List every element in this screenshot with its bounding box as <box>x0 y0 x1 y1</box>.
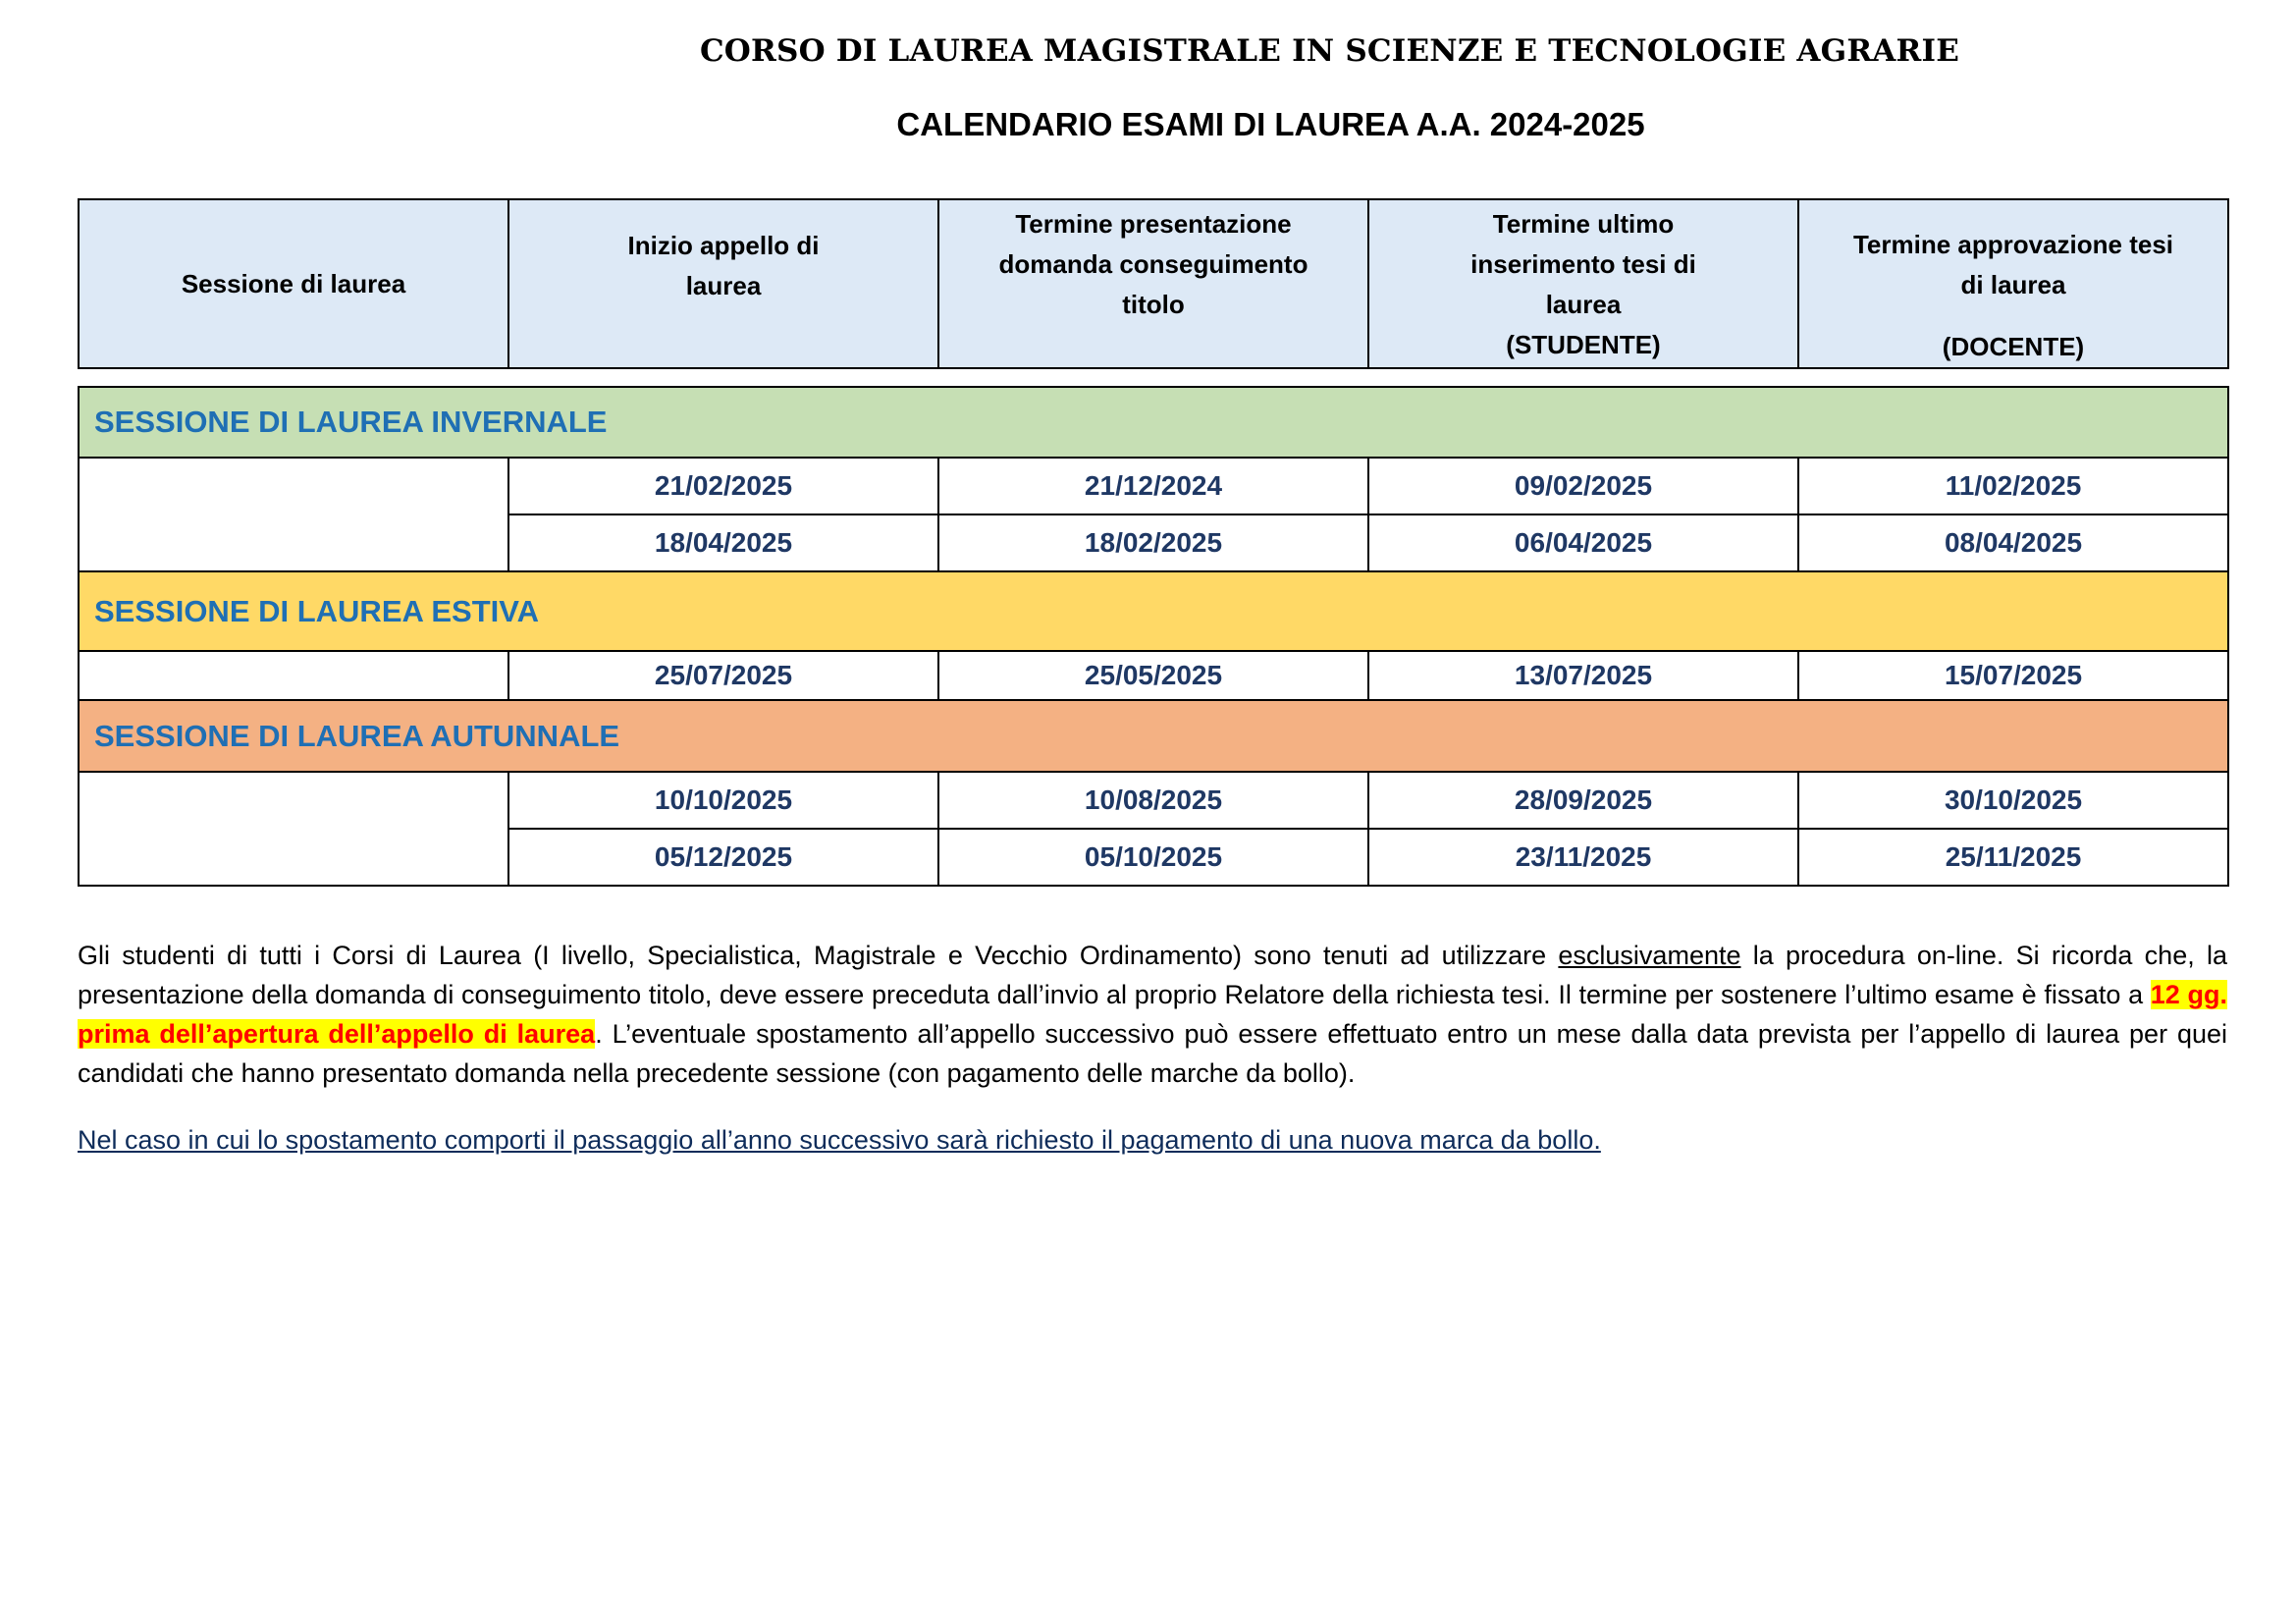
session-title-invernale: SESSIONE DI LAUREA INVERNALE <box>79 387 2228 458</box>
table-row <box>79 772 2228 829</box>
header-start-line1: Inizio appello di <box>627 231 820 260</box>
thesis-approval-deadline: 08/04/2025 <box>1798 514 2228 571</box>
application-deadline: 10/08/2025 <box>938 772 1368 829</box>
application-deadline: 21/12/2024 <box>938 458 1368 514</box>
thesis-approval-deadline: 11/02/2025 <box>1798 458 2228 514</box>
thesis-upload-deadline: 28/09/2025 <box>1368 772 1798 829</box>
header-thesis-upload-deadline <box>1368 199 1798 368</box>
header-start-line2: laurea <box>685 271 762 300</box>
header-upload-line2: inserimento tesi di <box>1470 249 1696 279</box>
stamp-duty-note: Nel caso in cui lo spostamento comporti il passaggio all’anno successivo sarà richiesto il pagamento di una nuova marca da bollo. <box>78 1125 1601 1155</box>
start-date: 05/12/2025 <box>508 829 938 886</box>
header-thesis-approval-deadline <box>1798 199 2228 368</box>
start-date: 25/07/2025 <box>508 651 938 700</box>
calendar-title: CALENDARIO ESAMI DI LAUREA A.A. 2024-2025 <box>896 106 1645 142</box>
paragraph-part2: la procedura on-line. Si ricorda che, la presentazione della domanda di conseguimento titolo, deve essere preceduta dall’invio al proprio Relatore della richiesta tesi. Il termine per sostenere l’ultimo esame è fissato a <box>78 941 2227 1009</box>
application-deadline: 05/10/2025 <box>938 829 1368 886</box>
header-approval-line1: Termine approvazione tesi <box>1852 230 2174 259</box>
session-header-row <box>79 387 2228 458</box>
paragraph-part3: . L’eventuale spostamento all’appello successivo può essere effettuato entro un mese dalla data prevista per l’appello di laurea per quei candidati che hanno presentato domanda nella precedente sessione (con pagamento delle marche da bollo). <box>78 1019 2227 1088</box>
start-date: 10/10/2025 <box>508 772 938 829</box>
header-application-line1: Termine presentazione <box>1015 209 1292 239</box>
header-table <box>78 198 2229 369</box>
thesis-upload-deadline: 06/04/2025 <box>1368 514 1798 571</box>
thesis-approval-deadline: 30/10/2025 <box>1798 772 2228 829</box>
header-upload-line4: (STUDENTE) <box>1506 330 1661 359</box>
header-upload-line3: laurea <box>1545 290 1622 319</box>
header-approval-line2: di laurea <box>1960 270 2066 299</box>
header-application-deadline <box>938 199 1368 368</box>
header-session: Sessione di laurea <box>79 199 508 368</box>
exclusively-emphasis: esclusivamente <box>1558 941 1741 970</box>
session-header-row <box>79 700 2228 772</box>
session-title-autunnale: SESSIONE DI LAUREA AUTUNNALE <box>79 700 2228 772</box>
session-label-cell <box>79 651 508 700</box>
session-label-cell <box>79 458 508 571</box>
thesis-upload-deadline: 09/02/2025 <box>1368 458 1798 514</box>
session-header-row <box>79 571 2228 651</box>
thesis-upload-deadline: 13/07/2025 <box>1368 651 1798 700</box>
course-title: CORSO DI LAUREA MAGISTRALE IN SCIENZE E TECNOLOGIE AGRARIE <box>699 33 1960 69</box>
session-label-cell <box>79 772 508 886</box>
application-deadline: 18/02/2025 <box>938 514 1368 571</box>
header-approval-line3: (DOCENTE) <box>1942 332 2085 361</box>
deadline-highlight: 12 gg. prima dell’apertura dell’appello di laurea <box>78 980 2227 1049</box>
header-upload-line1: Termine ultimo <box>1492 209 1675 239</box>
start-date: 18/04/2025 <box>508 514 938 571</box>
header-application-line2: domanda conseguimento <box>998 249 1308 279</box>
start-date: 21/02/2025 <box>508 458 938 514</box>
schedule-table <box>78 386 2229 887</box>
thesis-approval-deadline: 15/07/2025 <box>1798 651 2228 700</box>
thesis-upload-deadline: 23/11/2025 <box>1368 829 1798 886</box>
table-row <box>79 458 2228 514</box>
session-title-estiva: SESSIONE DI LAUREA ESTIVA <box>79 571 2228 651</box>
header-application-line3: titolo <box>1122 290 1185 319</box>
paragraph-part1: Gli studenti di tutti i Corsi di Laurea (I livello, Specialistica, Magistrale e Vecchio Ordinamento) sono tenuti ad utilizzare <box>78 941 1559 970</box>
header-start-date <box>508 199 938 368</box>
instructions-paragraph <box>78 936 2227 1093</box>
table-row <box>79 651 2228 700</box>
application-deadline: 25/05/2025 <box>938 651 1368 700</box>
thesis-approval-deadline: 25/11/2025 <box>1798 829 2228 886</box>
